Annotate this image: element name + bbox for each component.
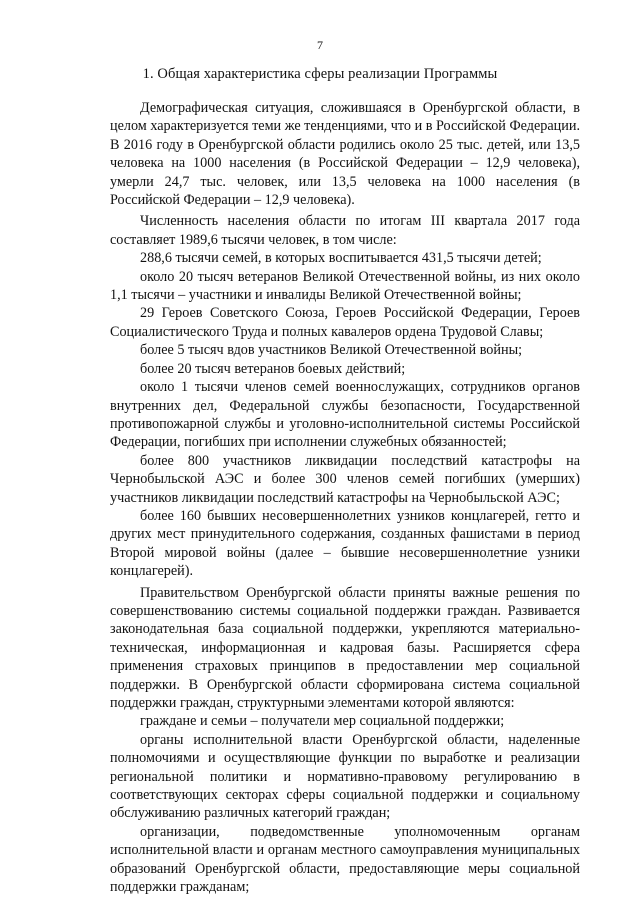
paragraph-government-decisions: Правительством Оренбургской области приняты важные решения по совершенствованию системы социальной поддержки граждан. Развивается законодательная база социальной поддержки, укрепляются материально-техническая, информационная и кадровая базы. Расширяется сфера применения страховых принципов в предоставлении мер социальной поддержки. В Оренбургской области сформирована система социальной поддержки граждан, структурными элементами которой являются:: [110, 584, 580, 711]
list-item-executive-bodies: органы исполнительной власти Оренбургской области, наделенные полномочиями и осуществляющие функции по выработке и реализации региональной политики и нормативно-правовому регулированию в соответствующих секторах сферы социальной поддержки и социальному обслуживанию различных категорий граждан;: [110, 731, 580, 822]
list-item-service-families: около 1 тысячи членов семей военнослужащих, сотрудников органов внутренних дел, Федеральной службы безопасности, Государственной противопожарной службы и уголовно-исполнительной системы Российской Федерации, погибших при исполнении служебных обязанностей;: [110, 379, 580, 451]
list-item-war-veterans: около 20 тысяч ветеранов Великой Отечественной войны, из них около 1,1 тысячи – участники и инвалиды Великой Отечественной войны;: [110, 268, 580, 304]
list-item-heroes: 29 Героев Советского Союза, Героев Российской Федерации, Героев Социалистического Труда и полных кавалеров ордена Трудовой Славы;: [110, 305, 580, 340]
list-item-families: 288,6 тысячи семей, в которых воспитывается 431,5 тысячи детей;: [140, 250, 542, 267]
list-item-chernobyl: более 800 участников ликвидации последствий катастрофы на Чернобыльской АЭС и более 300 членов семей погибших (умерших) участников ликвидации последствий катастрофы на Чернобыльской АЭС;: [110, 452, 580, 506]
list-item-widows: более 5 тысяч вдов участников Великой Отечественной войны;: [140, 342, 523, 359]
list-item-former-prisoners: более 160 бывших несовершеннолетних узников концлагерей, гетто и других мест принудительного содержания, созданных фашистами в период Второй мировой войны (далее – бывшие несовершеннолетние узники концлагерей).: [110, 507, 580, 580]
page-number: 7: [317, 38, 323, 52]
list-item-recipients: граждане и семьи – получатели мер социальной поддержки;: [140, 713, 505, 730]
list-item-combat-veterans: более 20 тысяч ветеранов боевых действий;: [140, 360, 406, 377]
list-item-organizations: организации, подведомственные уполномоченным органам исполнительной власти и органам местного самоуправления муниципальных образований Оренбургской области, предоставляющие меры социальной поддержки гражданам;: [110, 823, 580, 896]
paragraph-demographic-situation: Демографическая ситуация, сложившаяся в Оренбургской области, в целом характеризуется теми же тенденциями, что и в Российской Федерации. В 2016 году в Оренбургской области родились около 25 тыс. детей, или 13,5 человека на 1000 населения (в Российской Федерации – 12,9 человека), умерли 24,7 тыс. человек, или 13,5 человека на 1000 населения (в Российской Федерации – 12,9 человека).: [110, 100, 580, 209]
paragraph-population: Численность населения области по итогам III квартала 2017 года составляет 1989,6 тысячи человек, в том числе:: [110, 213, 580, 248]
section-heading: 1. Общая характеристика сферы реализации Программы: [142, 66, 498, 82]
body-text: [110, 99, 580, 896]
